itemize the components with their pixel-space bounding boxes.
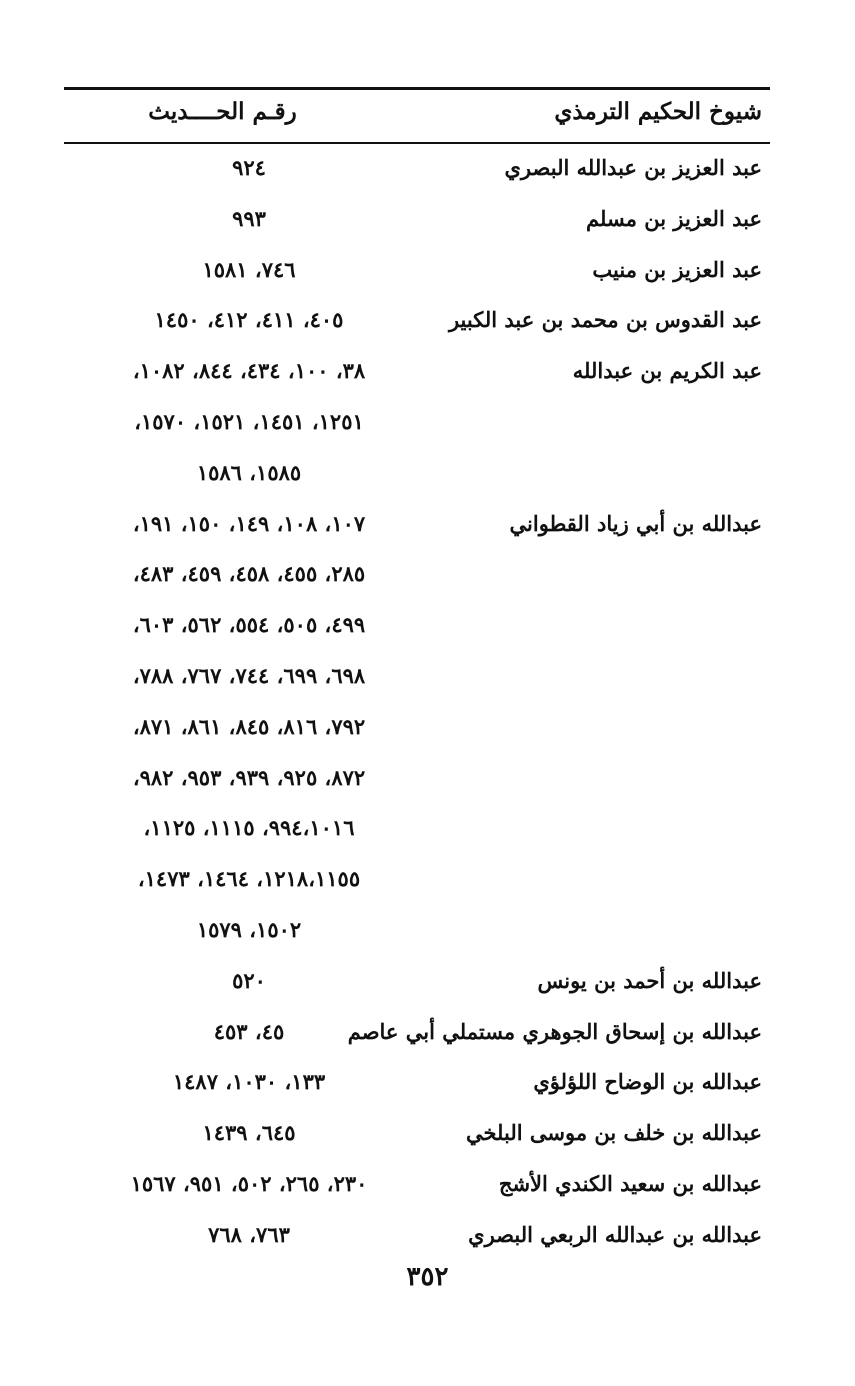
hadith-numbers: ٧٤٦، ١٥٨١ (202, 256, 296, 282)
hadith-numbers: ٩٢٤ (232, 155, 266, 180)
hadith-numbers: ٣٨، ١٠٠، ٤٣٤، ٨٤٤، ١٠٨٢، (132, 358, 366, 384)
sheikh-name: عبدالله بن أحمد بن يونس (537, 967, 762, 993)
entry-line (64, 1062, 770, 1102)
entry-line (64, 707, 770, 747)
entry-line (64, 199, 770, 239)
entry-line (64, 1164, 770, 1204)
sheikh-name: عبدالله بن أبي زياد القطواني (509, 510, 762, 536)
entry-line (64, 656, 770, 696)
hadith-numbers: ٦٩٨، ٦٩٩، ٧٤٤، ٧٦٧، ٧٨٨، (132, 663, 366, 688)
entry-line (64, 1215, 770, 1255)
hadith-numbers: ٨٧٢، ٩٢٥، ٩٣٩، ٩٥٣، ٩٨٢، (132, 764, 366, 790)
hadith-numbers: ٤٩٩، ٥٠٥، ٥٥٤، ٥٦٢، ٦٠٣، (132, 612, 366, 638)
hadith-numbers: ١٥٨٥، ١٥٨٦ (196, 459, 302, 485)
sheikh-name: عبدالله بن إسحاق الجوهري مستملي أبي عاصم (347, 1018, 762, 1044)
entry-line (64, 250, 770, 290)
entry-line (64, 758, 770, 798)
top-rule (64, 87, 770, 90)
entry-line (64, 351, 770, 391)
column-header-hadith-numbers: رقـم الحــــديث (148, 98, 297, 125)
hadith-numbers: ٦٤٥، ١٤٣٩ (202, 1120, 296, 1146)
hadith-numbers: ١٢١٨،١١٥٥، ١٤٦٤، ١٤٧٣، (137, 866, 361, 892)
entry-line (64, 148, 770, 188)
entry-line (64, 1012, 770, 1052)
sheikh-name: عبد العزيز بن عبدالله البصري (504, 155, 762, 180)
hadith-numbers: ٤٥، ٤٥٣ (213, 1018, 285, 1044)
column-header-sheikhs: شيوخ الحكيم الترمذي (554, 98, 762, 125)
hadith-numbers: ٢٨٥، ٤٥٥، ٤٥٨، ٤٥٩، ٤٨٣، (132, 561, 366, 587)
hadith-numbers: ١٢٥١، ١٤٥١، ١٥٢١، ١٥٧٠، (134, 409, 364, 434)
sheikh-name: عبدالله بن سعيد الكندي الأشج (498, 1171, 762, 1196)
entry-line (64, 910, 770, 950)
hadith-numbers: ٩٩٤،١٠١٦، ١١١٥، ١١٢٥، (143, 815, 355, 841)
hadith-numbers: ٩٩٣ (232, 205, 266, 231)
header-rule (64, 142, 770, 144)
entry-line (64, 402, 770, 442)
sheikh-name: عبدالله بن عبدالله الربعي البصري (468, 1221, 762, 1247)
page-number: ٣٥٢ (406, 1262, 449, 1292)
hadith-numbers: ٧٦٣، ٧٦٨ (208, 1221, 290, 1247)
entry-line (64, 554, 770, 594)
entry-line (64, 605, 770, 645)
sheikh-name: عبد العزيز بن منيب (592, 256, 762, 282)
hadith-numbers: ٧٩٢، ٨١٦، ٨٤٥، ٨٦١، ٨٧١، (132, 713, 366, 739)
hadith-numbers: ٥٢٠ (232, 967, 266, 993)
sheikh-name: عبد العزيز بن مسلم (586, 205, 762, 231)
hadith-numbers: ٤٠٥، ٤١١، ٤١٢، ١٤٥٠ (154, 307, 344, 333)
entry-line (64, 859, 770, 899)
sheikh-name: عبد القدوس بن محمد بن عبد الكبير (448, 307, 762, 333)
sheikh-name: عبدالله بن خلف بن موسى البلخي (466, 1120, 762, 1146)
hadith-numbers: ١٠٧، ١٠٨، ١٤٩، ١٥٠، ١٩١، (132, 510, 366, 536)
hadith-numbers: ١٥٠٢، ١٥٧٩ (196, 917, 302, 942)
hadith-numbers: ٢٣٠، ٢٦٥، ٥٠٢، ٩٥١، ١٥٦٧ (130, 1171, 368, 1196)
entry-line (64, 453, 770, 493)
entry-line (64, 808, 770, 848)
entry-line (64, 1113, 770, 1153)
hadith-numbers: ١٣٣، ١٠٣٠، ١٤٨٧ (172, 1069, 326, 1095)
sheikh-name: عبد الكريم بن عبدالله (572, 358, 762, 384)
sheikh-name: عبدالله بن الوضاح اللؤلؤي (533, 1069, 762, 1095)
entry-line (64, 961, 770, 1001)
entry-line (64, 300, 770, 340)
entry-line (64, 504, 770, 544)
